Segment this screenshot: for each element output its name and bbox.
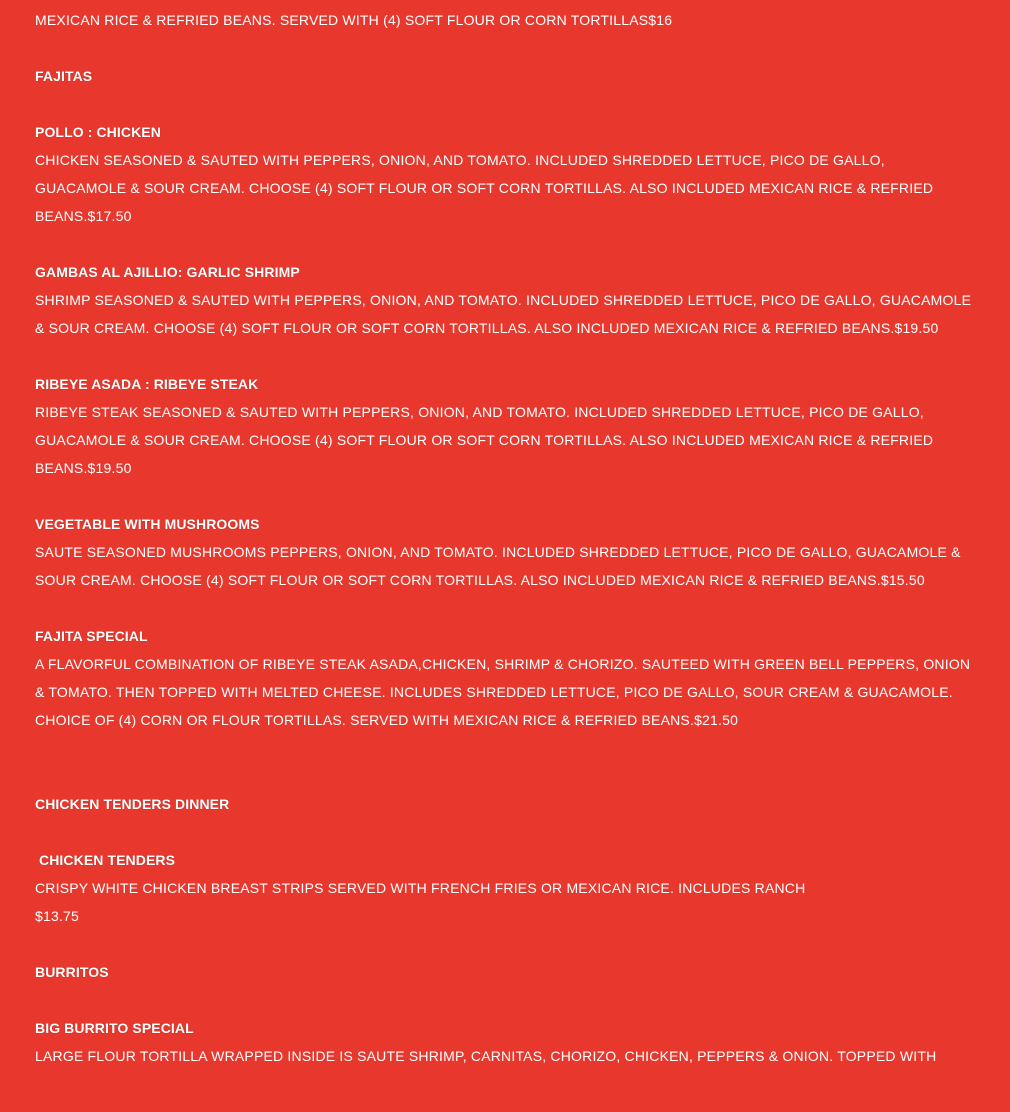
spacer xyxy=(35,818,975,846)
section-title-fajitas: FAJITAS xyxy=(35,68,93,84)
menu-item-name: CHICKEN TENDERS xyxy=(39,852,176,868)
menu-item-description: CHICKEN SEASONED & SAUTED WITH PEPPERS, ONION, AND TOMATO. INCLUDED SHREDDED LETTUCE, PICO DE GALLO, GUACAMOLE & SOUR CREAM. CHOOSE (4) SOFT FLOUR OR SOFT CORN TORTILLAS. ALSO INCLUDED MEXICAN RICE & REFRIED BEANS.$17.50 xyxy=(35,152,934,224)
menu-item-description: A FLAVORFUL COMBINATION OF RIBEYE STEAK ASADA,CHICKEN, SHRIMP & CHORIZO. SAUTEED WITH GREEN BELL PEPPERS, ONION & TOMATO. THEN TOPPED WITH MELTED CHEESE. INCLUDES SHREDDED LETTUCE, PICO DE GALLO, SOUR CREAM & GUACAMOLE. CHOICE OF (4) CORN OR FLOUR TORTILLAS. SERVED WITH MEXICAN RICE & REFRIED BEANS.$21.50 xyxy=(35,656,971,728)
section-title-burritos: BURRITOS xyxy=(35,964,109,980)
spacer xyxy=(35,930,975,958)
menu-item-description: CRISPY WHITE CHICKEN BREAST STRIPS SERVED WITH FRENCH FRIES OR MEXICAN RICE. INCLUDES RANCH xyxy=(35,880,806,896)
menu-item-name: FAJITA SPECIAL xyxy=(35,628,148,644)
menu-item-price: $13.75 xyxy=(35,908,80,924)
spacer xyxy=(35,986,975,1014)
menu-item-description: SAUTE SEASONED MUSHROOMS PEPPERS, ONION, AND TOMATO. INCLUDED SHREDDED LETTUCE, PICO DE GALLO, GUACAMOLE & SOUR CREAM. CHOOSE (4) SOFT FLOUR OR SOFT CORN TORTILLAS. ALSO INCLUDED MEXICAN RICE & REFRIED BEANS.$15.50 xyxy=(35,544,961,588)
spacer xyxy=(35,90,975,118)
menu-item-name: VEGETABLE WITH MUSHROOMS xyxy=(35,516,260,532)
spacer xyxy=(35,734,975,790)
menu-item-name: GAMBAS AL AJILLIO: GARLIC SHRIMP xyxy=(35,264,300,280)
spacer xyxy=(35,34,975,62)
spacer xyxy=(35,342,975,370)
menu-item-description: MEXICAN RICE & REFRIED BEANS. SERVED WITH (4) SOFT FLOUR OR CORN TORTILLAS$16 xyxy=(35,12,673,28)
spacer xyxy=(35,594,975,622)
menu-item-description: LARGE FLOUR TORTILLA WRAPPED INSIDE IS SAUTE SHRIMP, CARNITAS, CHORIZO, CHICKEN, PEPPERS & ONION. TOPPED WITH xyxy=(35,1048,937,1064)
menu-item-description: SHRIMP SEASONED & SAUTED WITH PEPPERS, ONION, AND TOMATO. INCLUDED SHREDDED LETTUCE, PICO DE GALLO, GUACAMOLE & SOUR CREAM. CHOOSE (4) SOFT FLOUR OR SOFT CORN TORTILLAS. ALSO INCLUDED MEXICAN RICE & REFRIED BEANS.$19.50 xyxy=(35,292,972,336)
menu-item-description: RIBEYE STEAK SEASONED & SAUTED WITH PEPPERS, ONION, AND TOMATO. INCLUDED SHREDDED LETTUCE, PICO DE GALLO, GUACAMOLE & SOUR CREAM. CHOOSE (4) SOFT FLOUR OR SOFT CORN TORTILLAS. ALSO INCLUDED MEXICAN RICE & REFRIED BEANS.$19.50 xyxy=(35,404,934,476)
spacer xyxy=(35,482,975,510)
menu-item-name: RIBEYE ASADA : RIBEYE STEAK xyxy=(35,376,259,392)
menu-item-name: BIG BURRITO SPECIAL xyxy=(35,1020,194,1036)
menu-item-name: POLLO : CHICKEN xyxy=(35,124,161,140)
section-title-chicken-tenders: CHICKEN TENDERS DINNER xyxy=(35,796,230,812)
spacer xyxy=(35,230,975,258)
